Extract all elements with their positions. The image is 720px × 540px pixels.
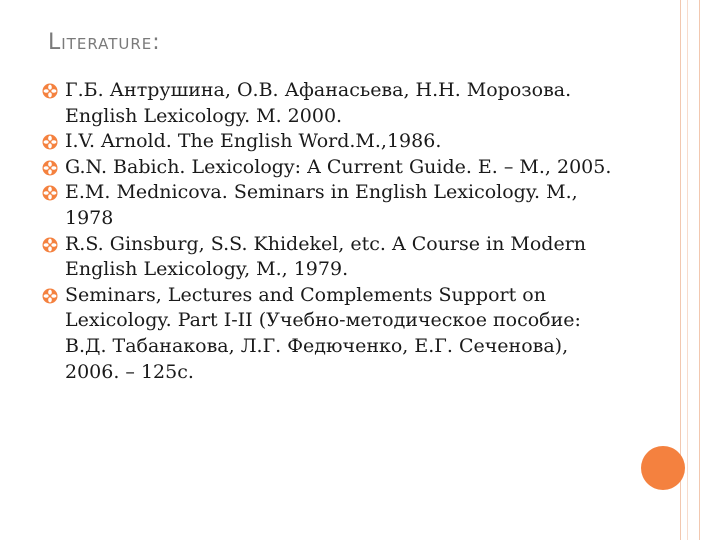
flower-bullet-icon <box>42 160 58 176</box>
reference-text: Seminars, Lectures and Complements Support on Lexicology. Part I-II (Учебно-методическое пособие: В.Д. Табанакова, Л.Г. Федюченко, Е.Г. Сеченова), 2006. – 125с. <box>65 283 581 383</box>
reference-item-6 <box>42 283 622 385</box>
flower-bullet-icon <box>42 185 58 201</box>
flower-bullet-icon <box>42 237 58 253</box>
flower-bullet-icon <box>42 134 58 150</box>
reference-item-5 <box>42 232 622 283</box>
right-border-inner-line <box>687 0 694 540</box>
reference-item-4 <box>42 180 622 231</box>
reference-item-2 <box>42 129 622 155</box>
decorative-orange-circle <box>641 446 685 490</box>
reference-text: G.N. Babich. Lexicology: A Current Guide. E. – M., 2005. <box>65 155 612 178</box>
reference-text: I.V. Arnold. The English Word.M.,1986. <box>65 130 442 153</box>
slide-title: Literature: <box>48 30 161 55</box>
flower-bullet-icon <box>42 288 58 304</box>
reference-text: R.S. Ginsburg, S.S. Khidekel, etc. A Course in Modern English Lexicology, M., 1979. <box>65 232 587 281</box>
reference-text: Г.Б. Антрушина, О.В. Афанасьева, Н.Н. Морозова. English Lexicology. М. 2000. <box>65 79 572 127</box>
reference-text: E.M. Mednicova. Seminars in English Lexicology. M., 1978 <box>65 181 578 229</box>
reference-list <box>42 78 622 385</box>
reference-item-3 <box>42 155 622 181</box>
reference-item-1 <box>42 78 622 129</box>
flower-bullet-icon <box>42 83 58 99</box>
